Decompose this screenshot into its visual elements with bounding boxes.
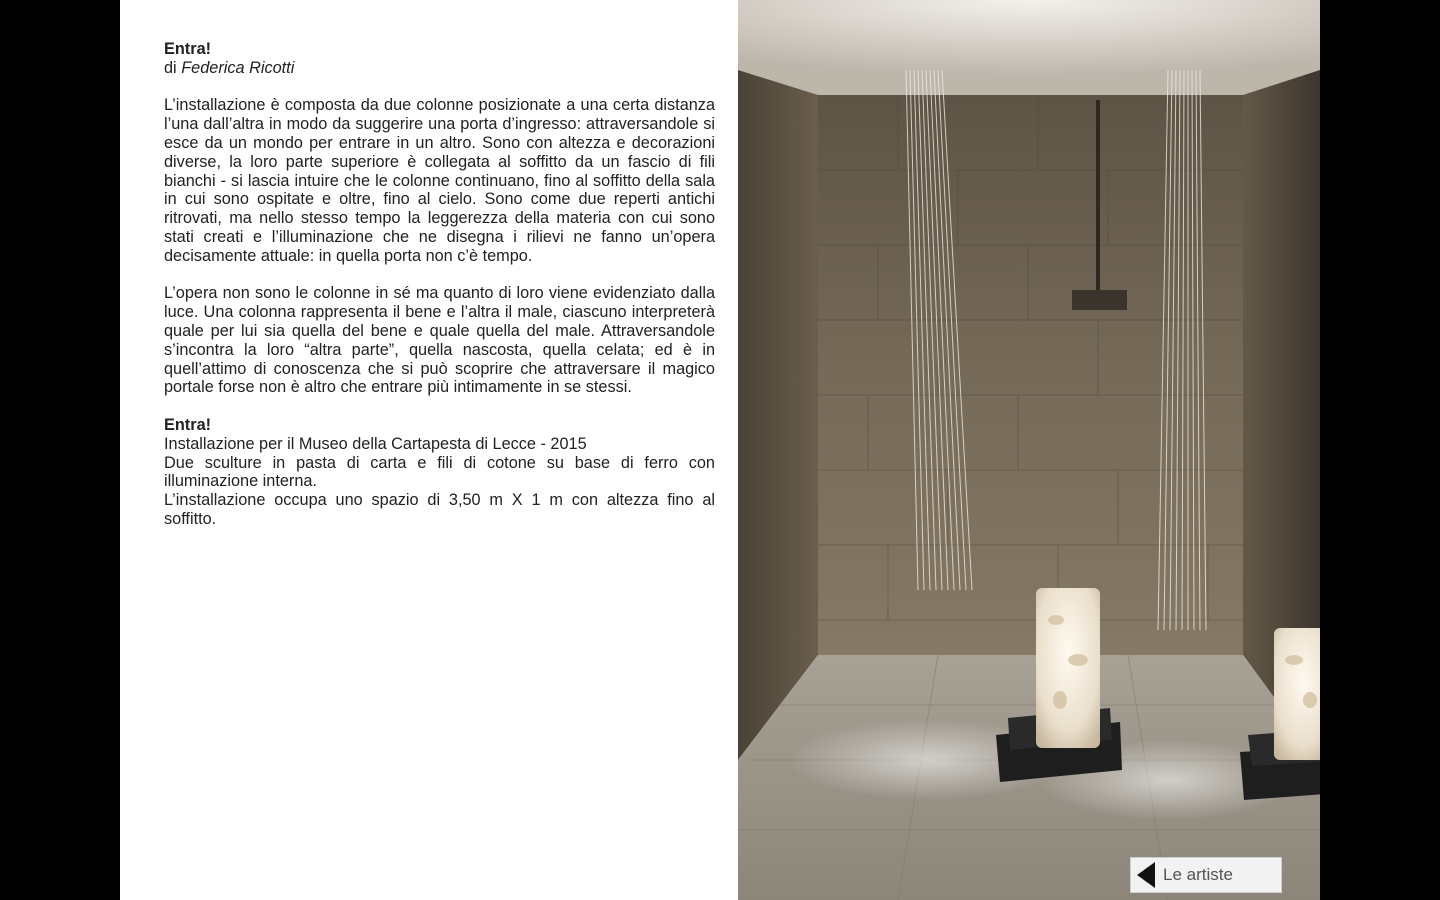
left-arrow-icon (1137, 862, 1155, 888)
byline-prefix: di (164, 58, 177, 77)
article-byline (164, 59, 715, 78)
author-name: Federica Ricotti (181, 58, 295, 77)
back-to-artists-button[interactable] (1130, 857, 1282, 893)
details-line-2: Due sculture in pasta di carta e fili di cotone su base di ferro con illuminazione interna. (164, 453, 715, 491)
article-title: Entra! (164, 40, 212, 58)
details-title: Entra! (164, 415, 212, 434)
article-paragraph-2: L’opera non sono le colonne in sé ma quanto di loro viene evidenziato dalla luce. Una colonna rappresenta il bene e l’altra il male, ciascuno interpreterà quale per lui sia quella del bene e quale quella del male. Attraversandole s’incontra la loro “altra parte”, quella nascosta, quella celata; ed è in quell’attimo di conoscenza che si può scoprire che attraversare il magico portale forse non è altro che entrare più intimamente in se stessi. (164, 284, 715, 397)
page (120, 0, 1320, 900)
back-to-artists-label: Le artiste (1163, 865, 1233, 884)
article-text (164, 40, 715, 548)
details-line-3: L’installazione occupa uno spazio di 3,50 m X 1 m con altezza fino al soffitto. (164, 491, 715, 528)
details-line-1: Installazione per il Museo della Cartapesta di Lecce - 2015 (164, 434, 587, 453)
installation-photo-graphic (738, 0, 1320, 900)
article-paragraph-1: L’installazione è composta da due colonne posizionate a una certa distanza l’una dall’altra in modo da suggerire una porta d’ingresso: attraversandole si esce da un mondo per entrare in un altro. Sono con altezza e decorazioni diverse, la loro parte superiore è collegata al soffitto da un fascio di fili bianchi - si lascia intuire che le colonne continuano, fino al soffitto della sala in cui sono ospitate e oltre, fino al cielo. Sono come due reperti antichi ritrovati, ma nello stesso tempo la leggerezza della materia con cui sono stati creati e l’illuminazione che ne disegna i rilievi ne fanno un’opera decisamente attuale: in quella porta non c’è tempo. (164, 96, 715, 265)
installation-photo (738, 0, 1320, 900)
